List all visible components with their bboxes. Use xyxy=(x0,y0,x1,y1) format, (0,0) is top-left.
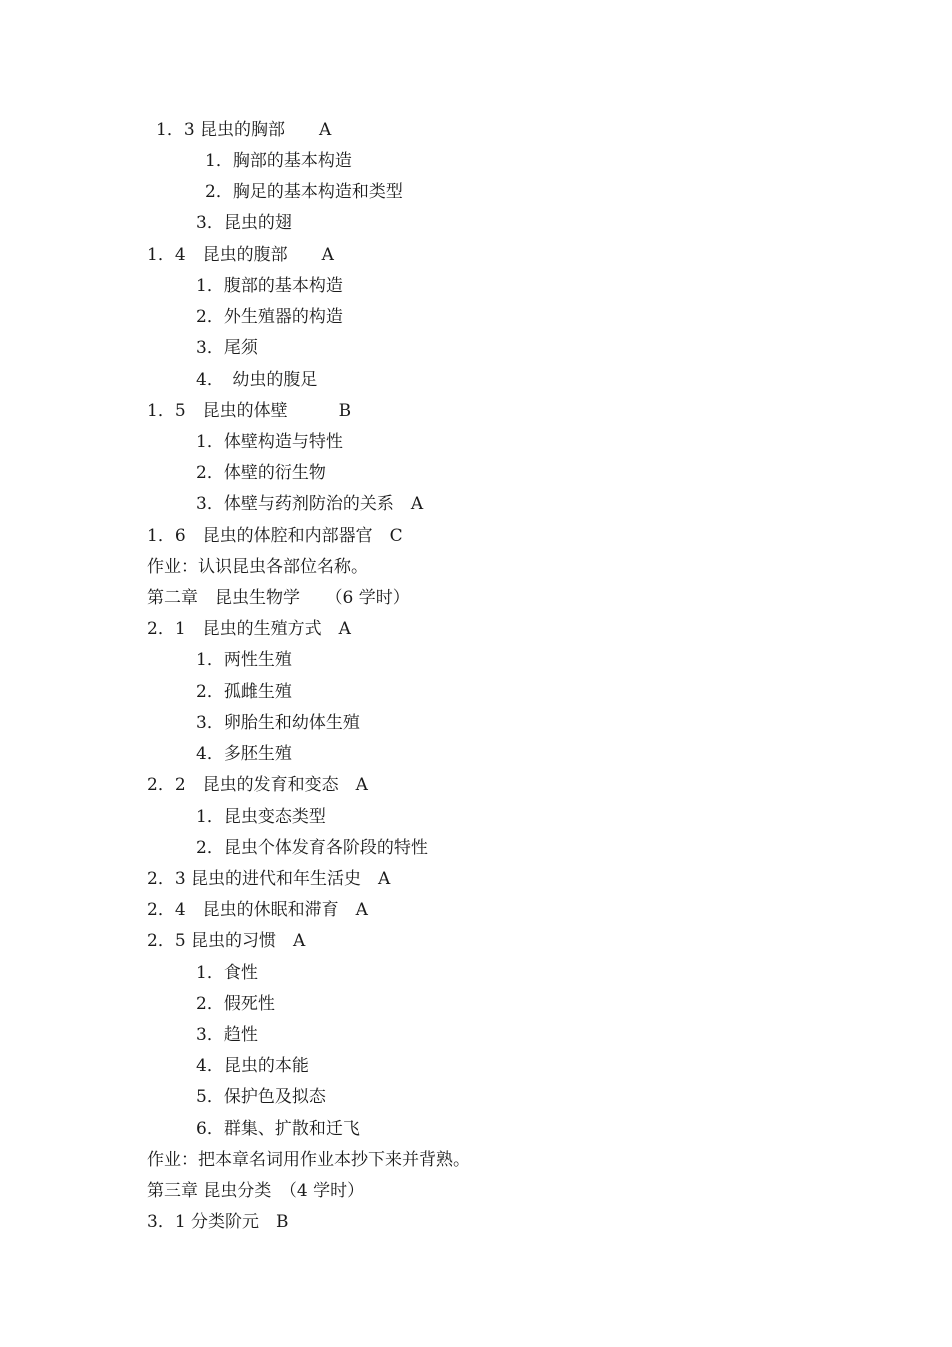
list-item: 1．胸部的基本构造 xyxy=(205,151,352,171)
section-heading: 2．1 昆虫的生殖方式 A xyxy=(147,619,351,639)
list-item: 2．胸足的基本构造和类型 xyxy=(205,182,403,202)
list-item: 3．体壁与药剂防治的关系 A xyxy=(196,494,424,514)
list-item: 5．保护色及拟态 xyxy=(196,1087,326,1107)
section-heading: 1．5 昆虫的体壁 B xyxy=(147,401,352,421)
list-item: 1．腹部的基本构造 xyxy=(196,276,343,296)
list-item: 4．昆虫的本能 xyxy=(196,1056,309,1076)
list-item: 6．群集、扩散和迁飞 xyxy=(196,1119,360,1139)
list-item: 2．昆虫个体发育各阶段的特性 xyxy=(196,838,428,858)
list-item: 1．体壁构造与特性 xyxy=(196,432,343,452)
list-item: 1．食性 xyxy=(196,963,258,983)
section-heading: 3．1 分类阶元 B xyxy=(147,1212,289,1232)
section-heading: 1．4 昆虫的腹部 A xyxy=(147,245,334,265)
section-heading: 2．4 昆虫的休眠和滞育 A xyxy=(147,900,368,920)
chapter-heading: 第三章 昆虫分类 （4 学时） xyxy=(147,1181,365,1201)
list-item: 3．尾须 xyxy=(196,338,258,358)
section-heading: 2．3 昆虫的进代和年生活史 A xyxy=(147,869,391,889)
chapter-heading: 第二章 昆虫生物学 （6 学时） xyxy=(147,588,410,608)
list-item: 2．体壁的衍生物 xyxy=(196,463,326,483)
list-item: 1．两性生殖 xyxy=(196,650,292,670)
list-item: 1．昆虫变态类型 xyxy=(196,807,326,827)
list-item: 3．趋性 xyxy=(196,1025,258,1045)
section-heading: 2．5 昆虫的习惯 A xyxy=(147,931,306,951)
list-item: 4．多胚生殖 xyxy=(196,744,292,764)
list-item: 2．孤雌生殖 xyxy=(196,682,292,702)
homework-note: 作业：认识昆虫各部位名称。 xyxy=(147,557,368,577)
section-heading: 1．6 昆虫的体腔和内部器官 C xyxy=(147,526,403,546)
section-heading: 1．3 昆虫的胸部 A xyxy=(156,120,332,140)
list-item: 2．外生殖器的构造 xyxy=(196,307,343,327)
list-item: 2．假死性 xyxy=(196,994,275,1014)
list-item: 3．昆虫的翅 xyxy=(196,213,292,233)
list-item: 4． 幼虫的腹足 xyxy=(196,370,318,390)
list-item: 3．卵胎生和幼体生殖 xyxy=(196,713,360,733)
section-heading: 2．2 昆虫的发育和变态 A xyxy=(147,775,368,795)
homework-note: 作业：把本章名词用作业本抄下来并背熟。 xyxy=(147,1150,470,1170)
